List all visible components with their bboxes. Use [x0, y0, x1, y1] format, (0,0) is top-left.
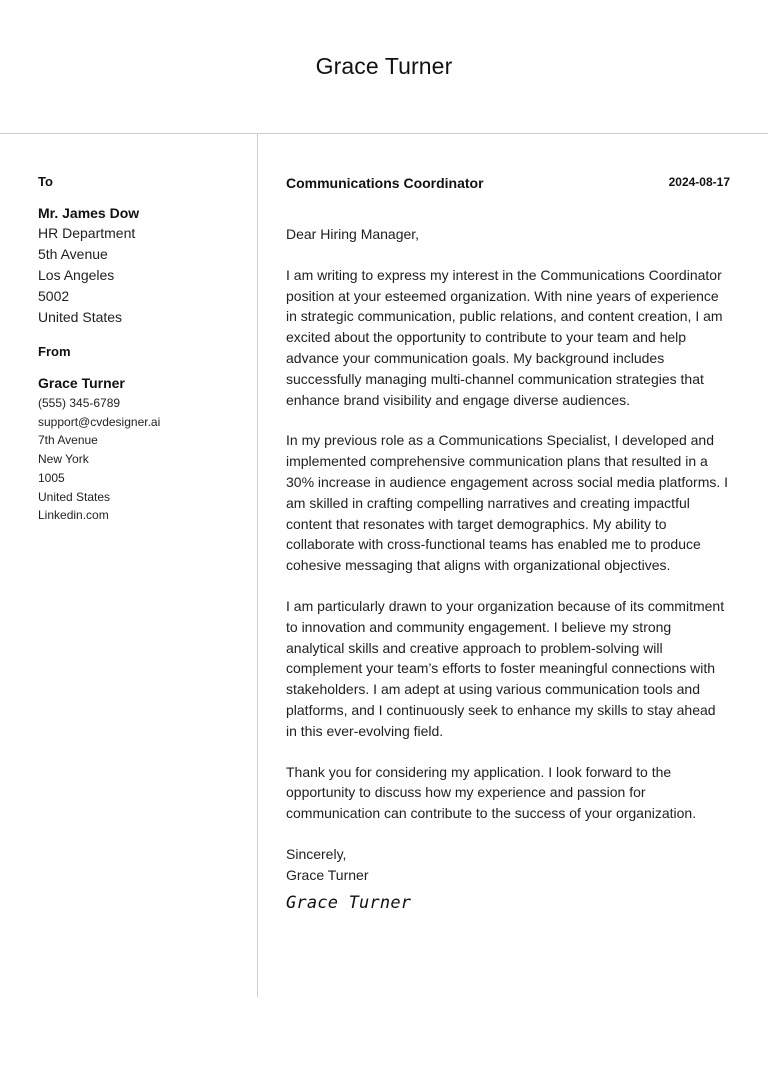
- recipient-city: Los Angeles: [38, 267, 115, 283]
- sender-name: Grace Turner: [38, 375, 125, 391]
- sender-country: United States: [38, 489, 111, 504]
- letter-heading: [286, 174, 730, 192]
- sender-phone: (555) 345-6789: [38, 396, 121, 410]
- job-title: Communications Coordinator: [286, 175, 484, 191]
- to-label: To: [38, 174, 53, 189]
- sender-email: support@cvdesigner.ai: [38, 414, 161, 429]
- recipient-street: 5th Avenue: [38, 246, 108, 262]
- letter-date: 2024-08-17: [668, 175, 730, 189]
- sender-postal-code: 1005: [38, 470, 65, 485]
- recipient-department: HR Department: [38, 225, 136, 241]
- sidebar: [38, 174, 248, 525]
- letter-header: [0, 0, 768, 134]
- paragraph-intro: I am writing to express my interest in the Communications Coordinator position at your esteemed organization. With nine years of experience in strategic communication, public relations, and content creation, I am excited about the opportunity to contribute to your team and help advance your communication goals. My background includes successfully managing multi-channel communication strategies that enhance brand visibility and engage diverse audiences.: [286, 266, 723, 408]
- recipient-name: Mr. James Dow: [38, 205, 140, 221]
- salutation: Dear Hiring Manager,: [286, 226, 420, 242]
- closing: Sincerely,: [286, 845, 347, 862]
- sender-linkedin: Linkedin.com: [38, 508, 109, 523]
- header-name: Grace Turner: [315, 53, 453, 79]
- sender-street: 7th Avenue: [38, 433, 98, 448]
- recipient-postal-code: 5002: [38, 288, 70, 304]
- paragraph-motivation: I am particularly drawn to your organization because of its commitment to innovation and community engagement. I believe my strong analytical skills and creative approach to problem-solving will complement your team’s efforts to foster meaningful connections with stakeholders. I am adept at using various communication tools and platforms, and I continuously seek to enhance my skills to stay ahead in this ever-evolving field.: [286, 597, 725, 739]
- from-label: From: [38, 344, 71, 359]
- sender-city: New York: [38, 452, 89, 467]
- signature: Grace Turner: [286, 892, 412, 913]
- letter-body: [286, 174, 730, 913]
- column-divider: [257, 134, 258, 997]
- recipient-country: United States: [38, 309, 123, 325]
- paragraph-experience: In my previous role as a Communications Specialist, I developed and implemented comprehensive communication plans that resulted in a 30% increase in audience engagement across social media platforms. I am skilled in crafting compelling narratives and creating impactful content that resonates with target demographics. My ability to collaborate with cross-functional teams has enabled me to produce cohesive messaging that aligns with organizational objectives.: [286, 432, 729, 574]
- paragraph-closing: Thank you for considering my application. I look forward to the opportunity to discuss how my experience and passion for communication can contribute to the success of your organization.: [286, 763, 697, 822]
- closing-name: Grace Turner: [286, 866, 369, 883]
